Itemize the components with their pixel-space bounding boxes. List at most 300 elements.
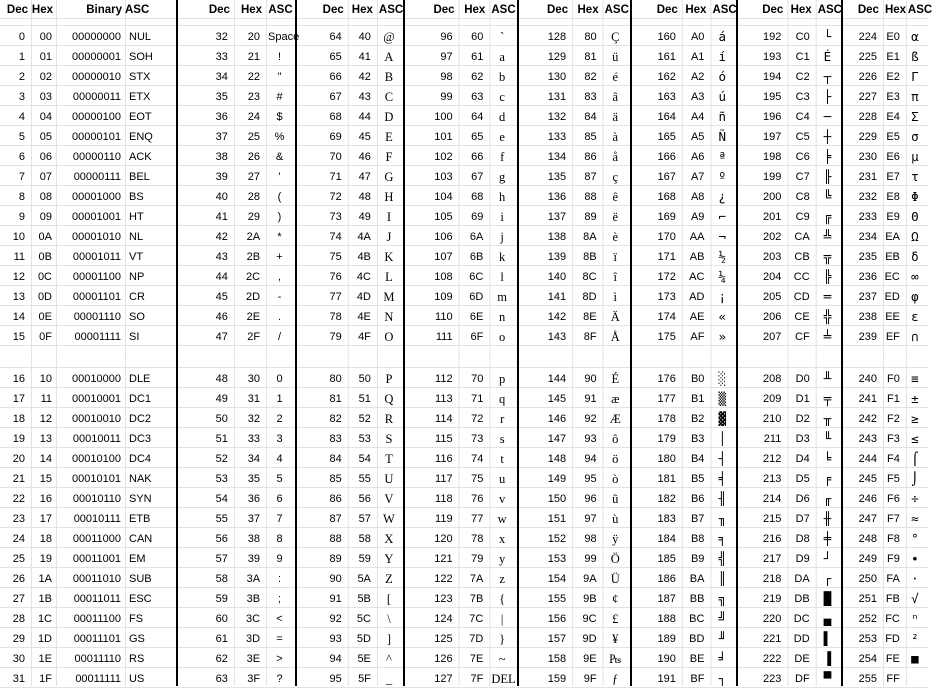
hex-cell: 61 xyxy=(471,51,484,63)
asc-cell: K xyxy=(384,250,394,264)
asc-cell: q xyxy=(499,392,506,406)
asc-cell: F xyxy=(385,150,393,164)
dec-cell: 185 xyxy=(657,553,676,565)
dec-cell: 78 xyxy=(329,311,342,323)
asc-cell: RS xyxy=(129,653,145,665)
dec-cell: 167 xyxy=(657,171,676,183)
asc-cell: G xyxy=(384,170,394,184)
asc-cell: US xyxy=(129,673,145,685)
asc-cell: ─ xyxy=(823,109,832,124)
dec-cell: 203 xyxy=(762,251,782,263)
hex-cell: 89 xyxy=(584,211,597,223)
dec-cell: 108 xyxy=(434,271,453,283)
hex-cell: BF xyxy=(690,673,705,685)
dec-cell: 44 xyxy=(215,271,228,283)
asc-cell: T xyxy=(385,452,393,466)
hex-cell: 1A xyxy=(38,573,52,585)
hex-cell: A0 xyxy=(690,31,705,43)
dec-cell: 229 xyxy=(858,131,877,143)
hex-cell: 8D xyxy=(582,291,597,303)
dec-cell: 135 xyxy=(547,171,567,183)
asc-cell: r xyxy=(500,412,505,426)
hex-cell: BE xyxy=(689,653,705,665)
hex-cell: 24 xyxy=(247,111,261,123)
hex-cell: DD xyxy=(793,633,810,645)
asc-cell: ┤ xyxy=(718,451,726,466)
hex-cell: 6D xyxy=(469,291,484,303)
dec-cell: 35 xyxy=(215,91,228,103)
asc-cell: ⁿ xyxy=(911,611,919,626)
column-header-asc: ASC xyxy=(491,4,516,16)
hex-cell: EE xyxy=(885,311,900,323)
asc-cell: ò xyxy=(612,472,619,486)
dec-cell: 246 xyxy=(858,493,877,505)
hex-cell: 22 xyxy=(247,71,261,83)
hex-cell: B0 xyxy=(690,373,705,385)
asc-cell: ╓ xyxy=(823,491,832,506)
hex-cell: 95 xyxy=(584,473,597,485)
hex-cell: E9 xyxy=(886,211,900,223)
column-header-dec: Dec xyxy=(6,4,28,16)
hex-cell: 4A xyxy=(357,231,371,243)
asc-cell: ╗ xyxy=(718,591,726,606)
dec-cell: 109 xyxy=(434,291,453,303)
asc-cell: ~ xyxy=(498,652,506,666)
dec-cell: 252 xyxy=(858,613,877,625)
hex-cell: B7 xyxy=(690,513,705,525)
hex-cell: 03 xyxy=(39,91,52,103)
asc-cell: ∙ xyxy=(911,551,919,566)
asc-cell: e xyxy=(499,130,505,144)
asc-cell: . xyxy=(277,311,282,323)
hex-cell: 7D xyxy=(469,633,484,645)
asc-cell: ä xyxy=(612,110,619,124)
asc-cell: : xyxy=(277,573,282,585)
hex-cell: F7 xyxy=(887,513,900,525)
hex-cell: 62 xyxy=(471,71,484,83)
asc-cell: I xyxy=(386,210,392,224)
hex-cell: 7C xyxy=(469,613,484,625)
hex-cell: 99 xyxy=(584,553,597,565)
binary-cell: 00011101 xyxy=(73,633,121,645)
hex-cell: 32 xyxy=(247,413,261,425)
dec-cell: 98 xyxy=(440,71,453,83)
asc-cell: ; xyxy=(277,593,282,605)
dec-cell: 3 xyxy=(18,91,25,103)
hex-cell: 51 xyxy=(358,393,371,405)
dec-cell: 25 xyxy=(12,553,25,565)
asc-cell: ┐ xyxy=(718,671,726,686)
dec-cell: 201 xyxy=(762,211,782,223)
hex-cell: AA xyxy=(689,231,705,243)
column-header-dec: Dec xyxy=(433,4,455,16)
hex-cell: 77 xyxy=(471,513,484,525)
dec-cell: 239 xyxy=(858,331,877,343)
dec-cell: 175 xyxy=(657,331,676,343)
dec-cell: 251 xyxy=(858,593,877,605)
asc-cell: ╫ xyxy=(823,511,832,526)
asc-cell: DEL xyxy=(491,672,516,686)
binary-cell: 00010110 xyxy=(72,493,121,505)
asc-cell: ≈ xyxy=(911,511,919,526)
binary-cell: 00011010 xyxy=(72,573,121,585)
asc-cell: GS xyxy=(129,633,145,645)
column-header-asc: ASC xyxy=(268,4,293,16)
asc-cell: ETX xyxy=(129,91,151,103)
hex-cell: 40 xyxy=(358,31,371,43)
asc-cell: FS xyxy=(129,613,144,625)
column-header-hex: Hex xyxy=(464,4,486,16)
asc-cell: SYN xyxy=(129,493,152,505)
hex-cell: 72 xyxy=(471,413,484,425)
asc-cell: ▀ xyxy=(823,671,832,686)
dec-cell: 85 xyxy=(329,473,342,485)
dec-cell: 79 xyxy=(329,331,342,343)
dec-cell: 105 xyxy=(434,211,453,223)
binary-cell: 00010001 xyxy=(72,393,121,405)
hex-cell: 68 xyxy=(471,191,484,203)
hex-cell: 49 xyxy=(358,211,371,223)
asc-cell: ¬ xyxy=(718,229,726,244)
binary-cell: 00001001 xyxy=(72,211,121,223)
hex-cell: 2F xyxy=(247,331,261,343)
dec-cell: 83 xyxy=(329,433,342,445)
asc-cell: ¿ xyxy=(718,189,726,204)
hex-cell: 7A xyxy=(469,573,484,585)
hex-cell: 28 xyxy=(247,191,261,203)
dec-cell: 161 xyxy=(657,51,676,63)
asc-cell xyxy=(908,669,922,689)
hex-cell: A4 xyxy=(690,111,705,123)
hex-cell: F9 xyxy=(887,553,900,565)
hex-cell: 02 xyxy=(39,71,52,83)
column-header-asc: ASC xyxy=(907,4,932,16)
dec-cell: 6 xyxy=(18,151,25,163)
hex-cell: 7F xyxy=(470,673,484,685)
hex-cell: 17 xyxy=(39,513,52,525)
hex-cell: D3 xyxy=(795,433,810,445)
asc-cell: ì xyxy=(613,290,618,304)
binary-cell: 00000011 xyxy=(72,91,121,103)
asc-cell: v xyxy=(499,492,506,506)
hex-cell: 96 xyxy=(584,493,597,505)
column-header-binary: Binary xyxy=(86,4,122,16)
asc-cell: z xyxy=(499,572,505,586)
asc-cell: * xyxy=(277,231,282,243)
binary-cell: 00011100 xyxy=(73,613,121,625)
hex-cell: 3D xyxy=(245,633,261,645)
asc-cell: é xyxy=(612,70,619,84)
dec-cell: 153 xyxy=(547,553,567,565)
dec-cell: 210 xyxy=(762,413,782,425)
hex-cell: B5 xyxy=(690,473,705,485)
hex-cell: F0 xyxy=(887,373,900,385)
binary-cell: 00001000 xyxy=(72,191,121,203)
dec-cell: 144 xyxy=(547,373,567,385)
hex-cell: 86 xyxy=(584,151,597,163)
asc-cell: å xyxy=(612,150,619,164)
asc-cell: ½ xyxy=(718,249,726,264)
dec-cell: 15 xyxy=(12,331,25,343)
asc-cell: ╚ xyxy=(823,189,832,204)
column-header-dec: Dec xyxy=(208,4,230,16)
asc-cell: SO xyxy=(129,311,145,323)
asc-cell: » xyxy=(718,329,726,344)
hex-cell: 98 xyxy=(584,533,597,545)
column-header-dec: Dec xyxy=(322,4,344,16)
asc-cell: Ü xyxy=(610,572,620,586)
asc-cell: l xyxy=(500,270,504,284)
asc-cell: ■ xyxy=(911,651,919,666)
dec-cell: 189 xyxy=(657,633,676,645)
hex-cell: 6C xyxy=(469,271,484,283)
hex-cell: 26 xyxy=(247,151,261,163)
asc-cell: ETB xyxy=(129,513,151,525)
asc-cell: ESC xyxy=(129,593,152,605)
dec-cell: 244 xyxy=(858,453,877,465)
dec-cell: 220 xyxy=(762,613,782,625)
asc-cell: R xyxy=(384,412,394,426)
asc-cell: @ xyxy=(383,30,395,44)
dec-cell: 143 xyxy=(547,331,567,343)
dec-cell: 243 xyxy=(858,433,877,445)
hex-cell: DE xyxy=(794,653,810,665)
hex-cell: 0A xyxy=(38,231,52,243)
hex-cell: 90 xyxy=(584,373,597,385)
hex-cell: 10 xyxy=(39,373,52,385)
hex-cell: A8 xyxy=(690,191,705,203)
hex-cell: 1F xyxy=(39,673,52,685)
dec-cell: 230 xyxy=(858,151,877,163)
dec-cell: 129 xyxy=(547,51,567,63)
dec-cell: 179 xyxy=(657,433,676,445)
dec-cell: 187 xyxy=(657,593,676,605)
hex-cell: 1C xyxy=(37,613,52,625)
hex-cell: 73 xyxy=(471,433,484,445)
asc-cell: ú xyxy=(718,89,726,104)
hex-cell: 45 xyxy=(358,131,371,143)
asc-cell: ù xyxy=(612,512,619,526)
dec-cell: 77 xyxy=(329,291,342,303)
hex-cell: 25 xyxy=(247,131,261,143)
asc-cell: 1 xyxy=(276,393,283,405)
hex-cell: D2 xyxy=(795,413,810,425)
dec-cell: 29 xyxy=(12,633,25,645)
asc-cell: = xyxy=(276,633,283,645)
hex-cell: CF xyxy=(795,331,810,343)
hex-cell: E7 xyxy=(886,171,900,183)
asc-cell: NP xyxy=(129,271,145,283)
dec-cell: 134 xyxy=(547,151,567,163)
hex-cell: AB xyxy=(689,251,705,263)
dec-cell: 221 xyxy=(762,633,782,645)
asc-cell: Z xyxy=(385,572,393,586)
hex-cell: 15 xyxy=(39,473,52,485)
asc-cell: │ xyxy=(718,431,726,446)
asc-cell: A xyxy=(384,50,394,64)
asc-cell: ö xyxy=(612,452,619,466)
dec-cell: 253 xyxy=(858,633,877,645)
dec-cell: 159 xyxy=(547,673,567,685)
hex-cell: D9 xyxy=(795,553,810,565)
dec-cell: 226 xyxy=(858,71,877,83)
asc-cell: c xyxy=(499,90,505,104)
dec-cell: 73 xyxy=(329,211,342,223)
asc-cell: & xyxy=(275,151,284,163)
asc-cell: d xyxy=(499,110,506,124)
hex-cell: 9F xyxy=(583,673,597,685)
binary-cell: 00001010 xyxy=(72,231,121,243)
dec-cell: 40 xyxy=(215,191,228,203)
asc-cell: É xyxy=(823,49,832,64)
hex-cell: A1 xyxy=(690,51,705,63)
hex-cell: D5 xyxy=(795,473,810,485)
hex-cell: FE xyxy=(885,653,900,665)
hex-cell: E5 xyxy=(886,131,900,143)
hex-cell: ED xyxy=(884,291,900,303)
asc-cell: > xyxy=(276,653,283,665)
asc-cell: + xyxy=(276,251,283,263)
asc-cell: 8 xyxy=(276,533,283,545)
hex-cell: 93 xyxy=(584,433,597,445)
hex-cell: E2 xyxy=(886,71,900,83)
hex-cell: 50 xyxy=(358,373,371,385)
hex-cell: 67 xyxy=(471,171,484,183)
dec-cell: 216 xyxy=(762,533,782,545)
hex-cell: 01 xyxy=(39,51,52,63)
asc-cell: DC1 xyxy=(129,393,152,405)
hex-cell: 7B xyxy=(469,593,484,605)
asc-cell: ? xyxy=(276,673,283,685)
hex-cell: 30 xyxy=(247,373,261,385)
dec-cell: 89 xyxy=(329,553,342,565)
hex-cell: 8C xyxy=(582,271,597,283)
asc-cell: STX xyxy=(129,71,151,83)
asc-cell: $ xyxy=(276,111,283,123)
dec-cell: 71 xyxy=(329,171,342,183)
asc-cell: CAN xyxy=(129,533,153,545)
dec-cell: 140 xyxy=(547,271,567,283)
dec-cell: 24 xyxy=(12,533,25,545)
hex-cell: 82 xyxy=(584,71,597,83)
column-header-hex: Hex xyxy=(790,4,812,16)
column-header-dec: Dec xyxy=(656,4,678,16)
dec-cell: 199 xyxy=(762,171,782,183)
hex-cell: 9B xyxy=(583,593,597,605)
dec-cell: 181 xyxy=(657,473,676,485)
dec-cell: 200 xyxy=(762,191,782,203)
asc-cell: X xyxy=(384,532,394,546)
asc-cell: £ xyxy=(612,612,619,626)
hex-cell: E6 xyxy=(886,151,900,163)
dec-cell: 80 xyxy=(329,373,342,385)
asc-cell: ╤ xyxy=(823,391,832,406)
dec-cell: 91 xyxy=(329,593,342,605)
asc-cell: J xyxy=(386,230,392,244)
hex-cell: 88 xyxy=(584,191,597,203)
asc-cell: ⌐ xyxy=(718,209,726,224)
column-header-hex: Hex xyxy=(884,4,907,16)
asc-cell: á xyxy=(718,29,726,44)
hex-cell: 08 xyxy=(39,191,52,203)
hex-cell: 53 xyxy=(358,433,371,445)
hex-cell: 6A xyxy=(469,231,484,243)
hex-cell: FC xyxy=(885,613,900,625)
asc-cell: Θ xyxy=(911,209,919,224)
hex-cell: CA xyxy=(794,231,810,243)
asc-cell: ë xyxy=(612,210,619,224)
dec-cell: 16 xyxy=(12,373,25,385)
hex-cell: 18 xyxy=(39,533,52,545)
hex-cell: 9D xyxy=(582,633,597,645)
hex-cell: 2C xyxy=(245,271,261,283)
column-header-dec: Dec xyxy=(857,4,879,16)
hex-cell: 20 xyxy=(247,31,261,43)
asc-cell: ª xyxy=(718,149,726,164)
dec-cell: 9 xyxy=(18,211,25,223)
hex-cell: 7E xyxy=(469,653,484,665)
hex-cell: BB xyxy=(689,593,705,605)
dec-cell: 248 xyxy=(858,533,877,545)
hex-cell: 0B xyxy=(38,251,52,263)
asc-cell: ┬ xyxy=(823,69,832,84)
asc-cell: ║ xyxy=(718,571,726,586)
dec-cell: 104 xyxy=(434,191,453,203)
dec-cell: 152 xyxy=(547,533,567,545)
dec-cell: 2 xyxy=(18,71,25,83)
dec-cell: 241 xyxy=(858,393,877,405)
hex-cell: D0 xyxy=(795,373,810,385)
dec-cell: 165 xyxy=(657,131,676,143)
dec-cell: 32 xyxy=(215,31,228,43)
column-header-asc: ASC xyxy=(125,4,150,16)
asc-cell: Y xyxy=(384,552,394,566)
asc-cell: ├ xyxy=(823,89,832,104)
hex-cell: 94 xyxy=(584,453,597,465)
hex-cell: C1 xyxy=(795,51,810,63)
asc-cell: Space xyxy=(268,31,300,43)
hex-cell: 3C xyxy=(245,613,261,625)
asc-cell: ▒ xyxy=(718,391,726,406)
dec-cell: 52 xyxy=(215,453,228,465)
asc-cell: < xyxy=(276,613,283,625)
dec-cell: 115 xyxy=(435,433,453,445)
asc-cell: ╖ xyxy=(718,511,726,526)
hex-cell: A6 xyxy=(690,151,705,163)
dec-cell: 232 xyxy=(858,191,877,203)
dec-cell: 176 xyxy=(657,373,676,385)
binary-cell: 00010101 xyxy=(72,473,121,485)
hex-cell: 37 xyxy=(247,513,261,525)
asc-cell: EM xyxy=(129,553,146,565)
binary-cell: 00010100 xyxy=(72,453,121,465)
asc-cell: ▄ xyxy=(823,611,832,626)
dec-cell: 119 xyxy=(435,513,453,525)
asc-cell: ╣ xyxy=(718,551,726,566)
asc-cell: SOH xyxy=(129,51,153,63)
asc-cell: ` xyxy=(500,30,505,44)
dec-cell: 228 xyxy=(858,111,877,123)
dec-cell: 92 xyxy=(329,613,342,625)
binary-cell: 00000100 xyxy=(72,111,121,123)
hex-cell: 05 xyxy=(39,131,52,143)
asc-cell: Ä xyxy=(610,310,620,324)
asc-cell: ₧ xyxy=(609,652,622,666)
asc-cell: w xyxy=(497,512,507,526)
asc-cell: ^ xyxy=(386,652,392,666)
dec-cell: 196 xyxy=(762,111,782,123)
hex-cell: 34 xyxy=(247,453,261,465)
